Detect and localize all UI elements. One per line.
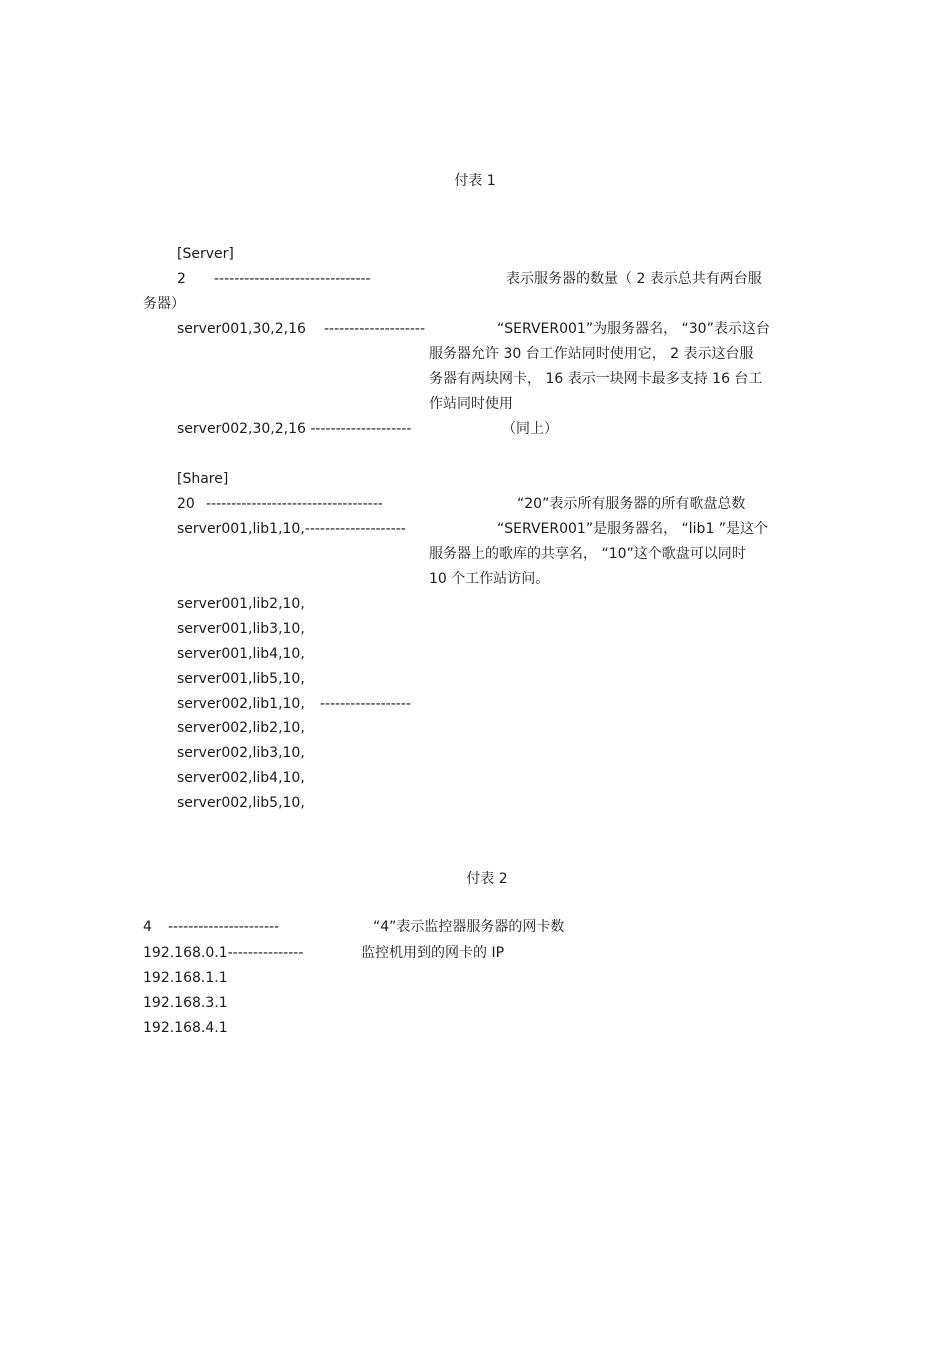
server001-key: server001,30,2,16 [177, 321, 306, 337]
server001-desc-line: 作站同时使用 [429, 396, 513, 412]
lib-list-item: server002,lib3,10, [177, 745, 305, 761]
ip-list-item: 192.168.3.1 [143, 995, 228, 1011]
lib1-desc-line: 10 个工作站访问。 [429, 571, 550, 587]
server002-key: server002,30,2,16 -------------------- [177, 421, 412, 437]
server-count-desc-wrap: 务器） [143, 296, 185, 312]
nic-count-key: 4 [143, 919, 152, 935]
share-count-desc: “20”表示所有服务器的所有歌盘总数 [517, 496, 746, 512]
lib-list-item: server001,lib3,10, [177, 621, 305, 637]
table1-title: 付表 1 [454, 173, 496, 189]
server002-desc: （同上） [502, 421, 558, 437]
ip-list-item: 192.168.1.1 [143, 970, 228, 986]
ip-first-key: 192.168.0.1--------------- [143, 945, 304, 961]
lib-list-item: server002,lib2,10, [177, 720, 305, 736]
server001-desc-line: 服务器允许 30 台工作站同时使用它， 2 表示这台服 [429, 346, 754, 362]
lib-s2-dash: ------------------ [320, 696, 411, 712]
lib-list-item: server001,lib2,10, [177, 596, 305, 612]
server001-desc-line: “SERVER001”为服务器名， “30”表示这台 [497, 321, 770, 337]
server001-desc-line: 务器有两块网卡， 16 表示一块网卡最多支持 16 台工 [429, 371, 763, 387]
table2-title: 付表 2 [466, 871, 508, 887]
lib-list-item: server002,lib4,10, [177, 770, 305, 786]
lib-list-item: server001,lib5,10, [177, 671, 305, 687]
share-section-header: [Share] [177, 471, 229, 487]
share-count-key: 20 [177, 496, 195, 512]
nic-count-dash: ---------------------- [168, 919, 280, 935]
lib-s2-key: server002,lib1,10, [177, 696, 305, 712]
ip-list-item: 192.168.4.1 [143, 1020, 228, 1036]
nic-count-desc: “4”表示监控器服务器的网卡数 [373, 919, 565, 935]
server-count-desc: 表示服务器的数量（ 2 表示总共有两台服 [506, 271, 762, 287]
lib-list-item: server001,lib4,10, [177, 646, 305, 662]
lib1-desc-line: 服务器上的歌库的共享名， “10”这个歌盘可以同时 [429, 546, 746, 562]
server-section-header: [Server] [177, 246, 234, 262]
share-count-dash: ----------------------------------- [206, 496, 383, 512]
lib1-desc-line: “SERVER001”是服务器名， “lib1 ”是这个 [497, 521, 769, 537]
ip-first-desc: 监控机用到的网卡的 IP [361, 945, 505, 961]
lib-list-item: server002,lib5,10, [177, 795, 305, 811]
server-count-key: 2 [177, 271, 186, 287]
server-count-dash: ------------------------------- [214, 271, 371, 287]
lib1-key: server001,lib1,10,-------------------- [177, 521, 406, 537]
server001-dash: -------------------- [324, 321, 426, 337]
